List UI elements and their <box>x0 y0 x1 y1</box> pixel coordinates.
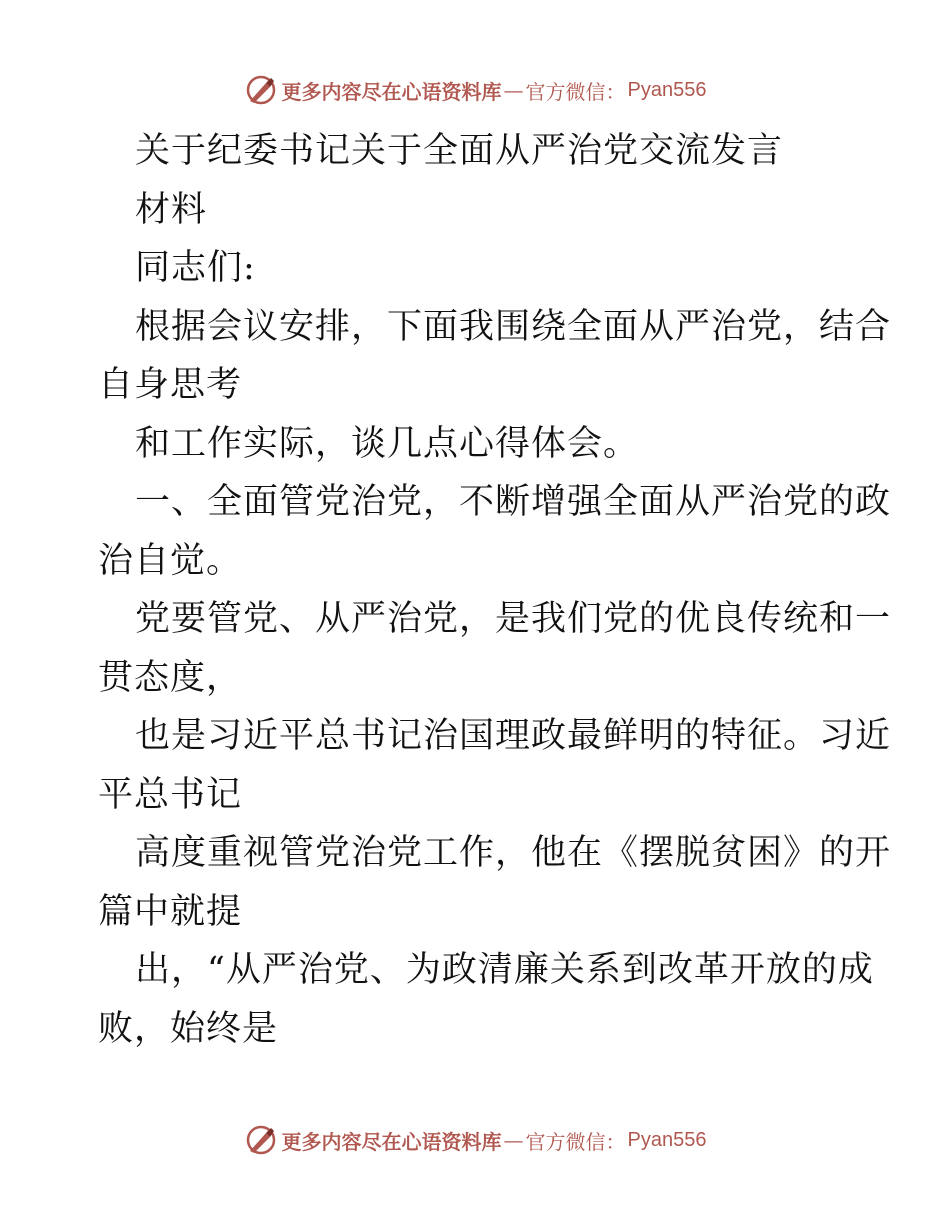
title-line: 关于纪委书记关于全面从严治党交流发言 <box>135 131 784 171</box>
text-line: 同志们: <box>135 248 256 288</box>
header-watermark <box>0 70 950 110</box>
pen-logo-icon <box>244 73 278 107</box>
document-body <box>98 122 892 1058</box>
title-line: 材料 <box>135 189 208 230</box>
text-line: 根据会议安排，下面我围绕全面从严治党，结合 <box>135 306 892 347</box>
pen-logo-icon <box>244 1123 278 1157</box>
banner-text: 更多内容尽在心语资料库 <box>281 79 502 104</box>
text-line: 高度重视管党治党工作，他在《摆脱贫困》的开 <box>135 833 892 873</box>
text-line: 贯态度， <box>98 657 243 698</box>
section-heading-line: 一、全面管党治党，不断增强全面从严治党的政 <box>135 482 892 522</box>
text-line: 党要管党、从严治党，是我们党的优良传统和一 <box>135 599 892 639</box>
text-line: 自身思考 <box>98 365 243 405</box>
text-line: 和工作实际，谈几点心得体会。 <box>135 423 640 464</box>
banner-dash: — <box>503 78 524 102</box>
banner-text: 更多内容尽在心语资料库 <box>281 1129 502 1154</box>
text-line: 篇中就提 <box>98 891 243 932</box>
banner-wechat-label: 官方微信： <box>525 79 626 104</box>
text-line: 也是习近平总书记治国理政最鲜明的特征。习近 <box>135 716 892 756</box>
footer-watermark <box>0 1120 950 1160</box>
banner-wechat-label: 官方微信： <box>525 1129 626 1154</box>
banner-wechat-id: Pyan556 <box>627 78 707 101</box>
banner-dash: — <box>503 1128 524 1152</box>
text-line: 平总书记 <box>98 774 243 815</box>
section-heading-line: 治自觉。 <box>98 540 243 581</box>
text-line: 出，“从严治党、为政清廉关系到改革开放的成 <box>135 950 874 990</box>
banner-wechat-id: Pyan556 <box>627 1128 707 1151</box>
text-line: 败，始终是 <box>98 1008 279 1049</box>
